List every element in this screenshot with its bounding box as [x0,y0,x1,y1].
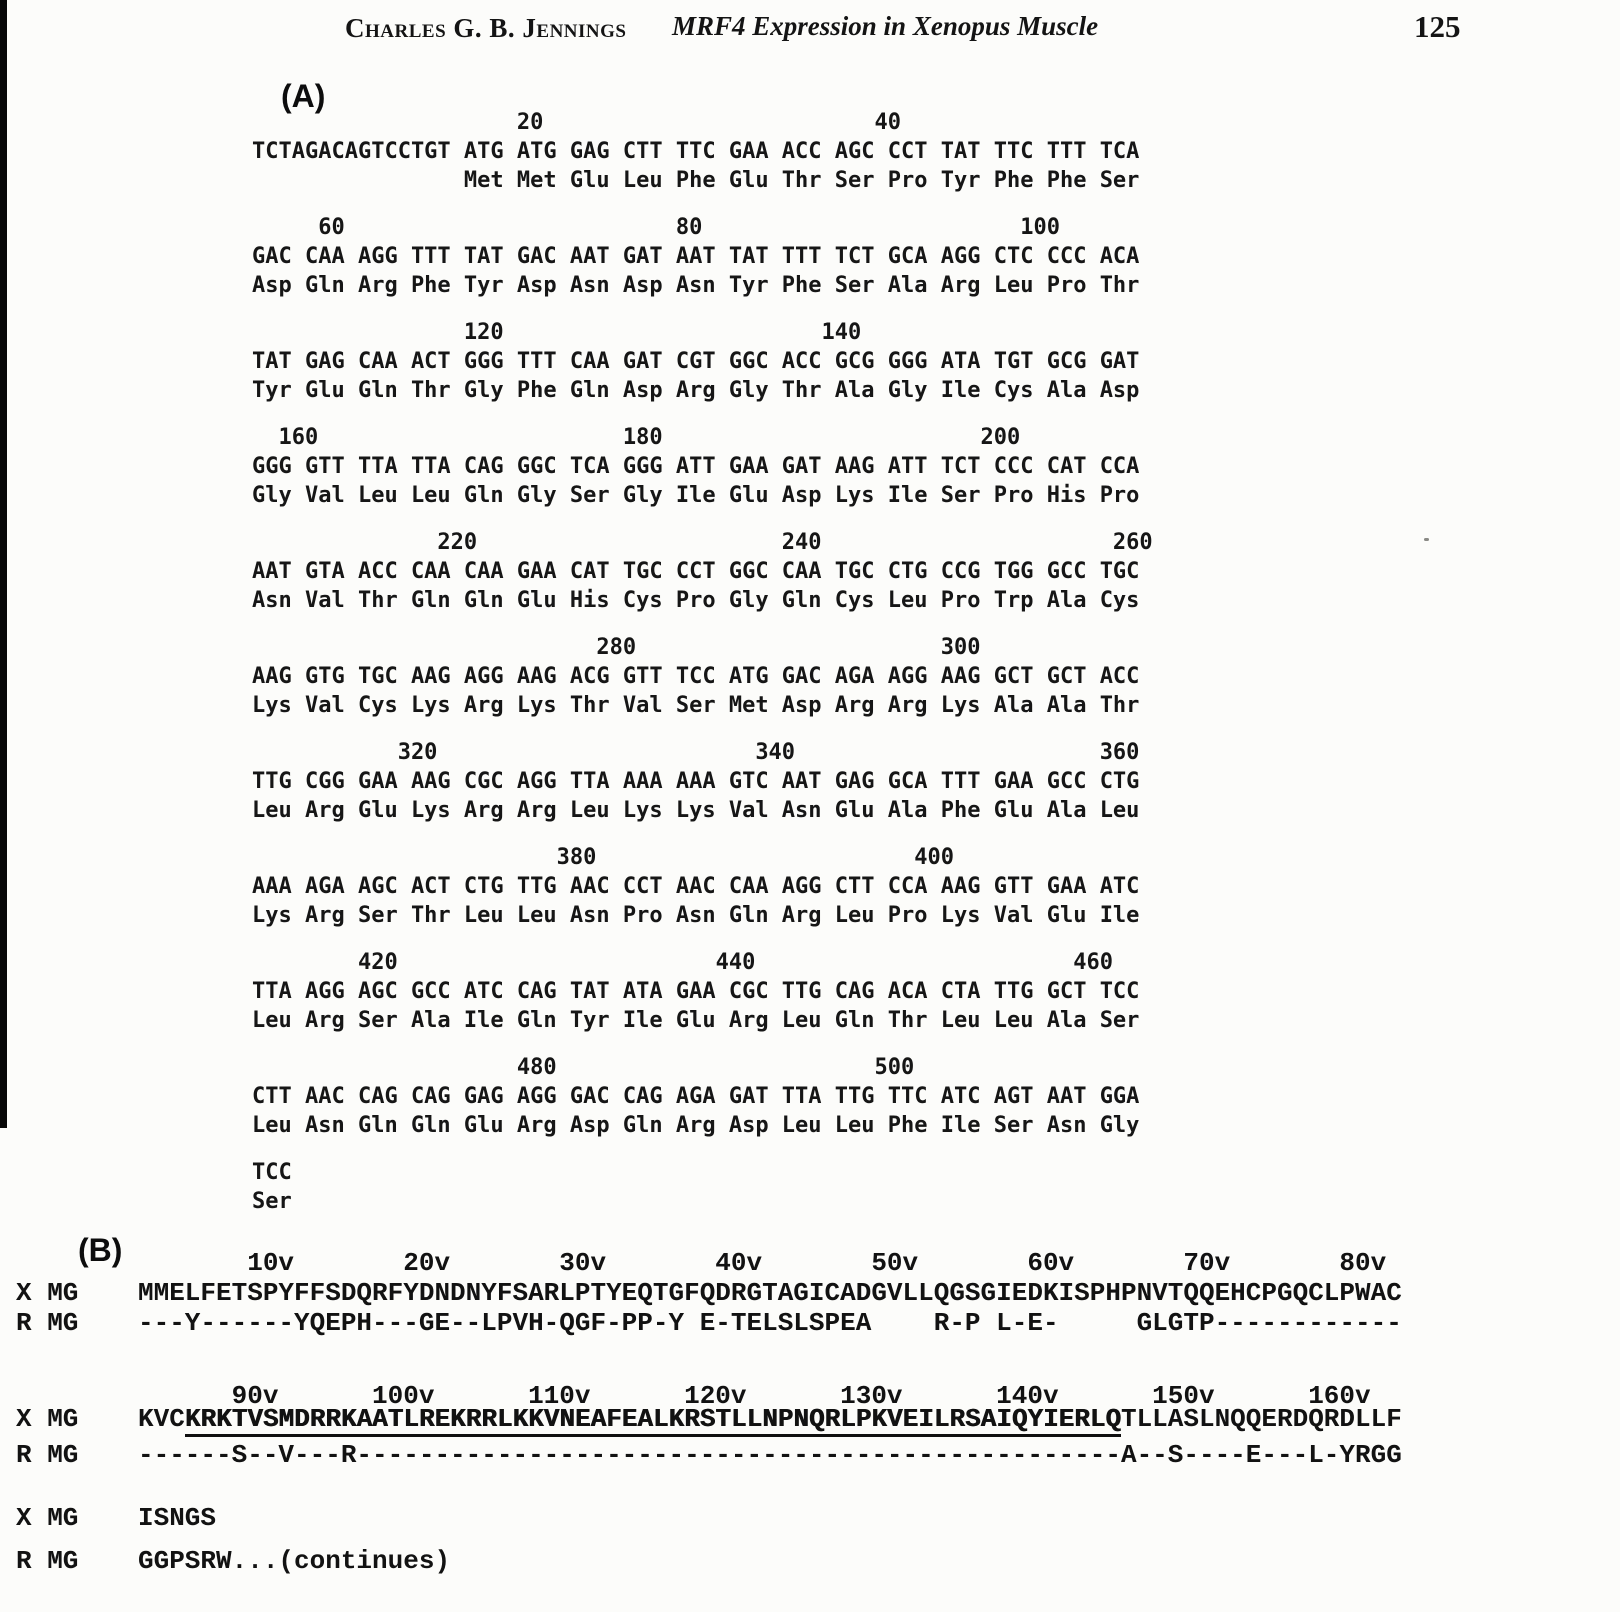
amino-acid-line: Lys Val Cys Lys Arg Lys Thr Val Ser Met Asp Arg Arg Lys Ala Ala Thr [252,693,1140,718]
sequence-block [252,738,1153,825]
position-ruler: 60 80 100 [252,215,1060,240]
sequence-block [252,213,1153,300]
scan-edge-artifact [0,0,7,1128]
sequence-block [252,1053,1153,1140]
amino-acid-line: Leu Arg Glu Lys Arg Arg Leu Lys Lys Val Asn Glu Ala Phe Glu Ala Leu [252,798,1140,823]
alignment-ruler-row [0,1248,1620,1278]
row-label-xenopus: X MG [16,1404,79,1434]
amino-acid-line: Leu Arg Ser Ala Ile Gln Tyr Ile Glu Arg Leu Gln Thr Leu Leu Ala Ser [252,1008,1140,1033]
xenopus-sequence-line [138,1404,1402,1434]
row-label-xenopus: X MG [16,1503,79,1533]
row-label-xenopus: X MG [16,1278,79,1308]
sequence-block [252,108,1153,195]
rat-sequence-row [0,1308,1620,1338]
amino-acid-line: Lys Arg Ser Thr Leu Leu Asn Pro Asn Gln Arg Leu Pro Lys Val Glu Ile [252,903,1140,928]
xenopus-sequence-row [0,1278,1620,1308]
alignment-position-ruler: 10v 20v 30v 40v 50v 60v 70v 80v [138,1248,1387,1278]
amino-acid-line: Tyr Glu Gln Thr Gly Phe Gln Asp Arg Gly Thr Ala Gly Ile Cys Ala Asp [252,378,1140,403]
panel-b-label: (B) [78,1232,123,1268]
xenopus-sequence-row [0,1404,1620,1434]
dna-sequence-line: AAT GTA ACC CAA CAA GAA CAT TGC CCT GGC CAA TGC CTG CCG TGG GCC TGC [252,559,1140,584]
dna-sequence-line: AAA AGA AGC ACT CTG TTG AAC CCT AAC CAA AGG CTT CCA AAG GTT GAA ATC [252,874,1140,899]
amino-acid-line: Ser [252,1189,292,1214]
position-ruler: 420 440 460 [252,950,1113,975]
row-label-rat: R MG [16,1546,79,1576]
rat-sequence-line: ------S--V---R-------------------------------------------------A--S----E---L-YRGG [138,1440,1402,1470]
scan-speck-artifact [1424,538,1429,541]
sequence-block [252,948,1153,1035]
panel-a-label: (A) [281,78,326,114]
rat-sequence-line: ---Y------YQEPH---GE--LPVH-QGF-PP-Y E-TELSLSPEA R-P L-E- GLGTP------------ [138,1308,1402,1338]
bhlh-domain-underlined: KRKTVSMDRRKAATLREKRRLKKVNEAFEALKRSTLLNPNQRLPKVEILRSAIQYIERLQ [185,1404,1121,1437]
rat-sequence-line: GGPSRW...(continues) [138,1546,451,1576]
position-ruler: 320 340 360 [252,740,1140,765]
dna-sequence-line: GGG GTT TTA TTA CAG GGC TCA GGG ATT GAA GAT AAG ATT TCT CCC CAT CCA [252,454,1140,479]
sequence-block [252,528,1153,615]
dna-sequence-line: TAT GAG CAA ACT GGG TTT CAA GAT CGT GGC ACC GCG GGG ATA TGT GCG GAT [252,349,1140,374]
position-ruler: 220 240 260 [252,530,1153,555]
amino-acid-line: Leu Asn Gln Gln Glu Arg Asp Gln Arg Asp Leu Leu Phe Ile Ser Asn Gly [252,1113,1140,1138]
position-ruler: 280 300 [252,635,981,660]
position-ruler: 120 140 [252,320,862,345]
sequence-block [252,843,1153,930]
position-ruler: 160 180 200 [252,425,1021,450]
dna-sequence-line: TCC [252,1160,292,1185]
xenopus-sequence-line: MMELFETSPYFFSDQRFYDNDNYFSARLPTYEQTGFQDRGTAGICADGVLLQGSGIEDKISPHPNVTQQEHCPGQCLPWAC [138,1278,1402,1308]
position-ruler: 20 40 [252,110,902,135]
position-ruler: 480 500 [252,1055,915,1080]
rat-sequence-row [0,1440,1620,1470]
alignment-position-ruler: 90v 100v 110v 120v 130v 140v 150v 160v [138,1381,1371,1411]
row-label-rat: R MG [16,1440,79,1470]
amino-acid-line: Gly Val Leu Leu Gln Gly Ser Gly Ile Glu Asp Lys Ile Ser Pro His Pro [252,483,1140,508]
author-name: Charles G. B. Jennings [345,13,627,43]
amino-acid-line: Met Met Glu Leu Phe Glu Thr Ser Pro Tyr Phe Phe Ser [252,168,1140,193]
sequence-block-tail [252,1158,1153,1216]
dna-sequence-line: GAC CAA AGG TTT TAT GAC AAT GAT AAT TAT TTT TCT GCA AGG CTC CCC ACA [252,244,1140,269]
dna-sequence-line: TTA AGG AGC GCC ATC CAG TAT ATA GAA CGC TTG CAG ACA CTA TTG GCT TCC [252,979,1140,1004]
position-ruler: 380 400 [252,845,954,870]
amino-acid-line: Asp Gln Arg Phe Tyr Asp Asn Asp Asn Tyr Phe Ser Ala Arg Leu Pro Thr [252,273,1140,298]
row-label-rat: R MG [16,1308,79,1338]
amino-acid-line: Asn Val Thr Gln Gln Glu His Cys Pro Gly Gln Cys Leu Pro Trp Ala Cys [252,588,1140,613]
sequence-segment: KVC [138,1404,185,1434]
rat-sequence-row [0,1546,1620,1576]
sequence-segment: TLLASLNQQERDQRDLLF [1120,1404,1402,1434]
sequence-block [252,318,1153,405]
sequence-block [252,633,1153,720]
sequence-block [252,423,1153,510]
xenopus-sequence-row [0,1503,1620,1533]
dna-sequence-line: AAG GTG TGC AAG AGG AAG ACG GTT TCC ATG GAC AGA AGG AAG GCT GCT ACC [252,664,1140,689]
dna-sequence-line: TCTAGACAGTCCTGT ATG ATG GAG CTT TTC GAA ACC AGC CCT TAT TTC TTT TCA [252,139,1140,164]
dna-sequence-line: TTG CGG GAA AAG CGC AGG TTA AAA AAA GTC AAT GAG GCA TTT GAA GCC CTG [252,769,1140,794]
page-number: 125 [1414,9,1461,44]
panel-a-sequence [252,108,1153,1234]
dna-sequence-line: CTT AAC CAG CAG GAG AGG GAC CAG AGA GAT TTA TTG TTC ATC AGT AAT GGA [252,1084,1140,1109]
article-title: MRF4 Expression in Xenopus Muscle [672,11,1099,41]
xenopus-sequence-line: ISNGS [138,1503,217,1533]
